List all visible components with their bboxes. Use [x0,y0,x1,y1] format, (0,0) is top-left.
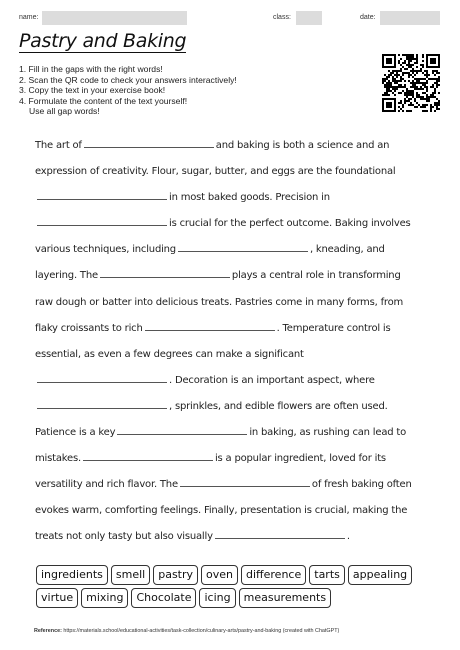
text-line [35,263,435,289]
gap-blank[interactable] [37,214,167,226]
gap-blank[interactable] [145,319,275,331]
text-segment: treats not only tasty but also visually [35,531,213,543]
text-segment: plays a central role in transforming [231,270,401,282]
text-segment: versatility and rich flavor. The [35,479,178,491]
word-chip[interactable]: pastry [153,565,198,585]
text-segment: evokes warm, comforting feelings. Finally, presentation is crucial, making the [35,505,408,517]
name-field[interactable] [42,11,187,25]
text-segment: is crucial for the perfect outcome. Baking involves [169,218,411,230]
qr-code-icon[interactable] [382,54,440,112]
instructions [19,64,237,117]
text-segment: The art of [35,140,82,151]
text-line [35,342,435,368]
text-line [35,524,435,550]
gap-blank[interactable] [37,188,167,200]
word-chip[interactable]: mixing [81,588,128,608]
gap-blank[interactable] [83,449,213,461]
text-segment: expression of creativity. Flour, sugar, butter, and eggs are the foundational [35,166,396,178]
text-segment: various techniques, including [35,244,176,256]
gap-text [35,133,435,551]
instruction-item: 2. Scan the QR code to check your answers interactively! [19,74,237,85]
text-line [35,420,435,446]
text-segment: . Temperature control is [276,322,391,334]
text-segment: . Decoration is an important aspect, where [169,374,375,386]
word-bank [36,565,436,611]
word-chip[interactable]: icing [199,588,235,608]
instruction-item: Use all gap words! [29,106,100,117]
gap-blank[interactable] [37,397,167,409]
word-chip[interactable]: oven [201,565,238,585]
text-segment: is a popular ingredient, loved for its [214,453,386,465]
worksheet-title: Pastry and Baking [19,30,187,52]
instruction-item: 4. Formulate the content of the text yourself! [19,95,188,106]
class-label: class: [273,14,291,21]
word-bank-row [36,588,436,608]
instruction-item: 1. Fill in the gaps with the right words! [19,64,163,74]
text-segment: . [346,531,350,543]
gap-blank[interactable] [100,266,230,278]
text-segment: in most baked goods. Precision in [169,192,330,204]
gap-blank[interactable] [215,527,345,539]
gap-blank[interactable] [117,423,247,435]
text-line [35,159,435,185]
text-segment: , kneading, and [309,244,385,256]
word-chip[interactable]: ingredients [36,565,108,585]
text-line [35,133,435,159]
text-line [35,472,435,498]
text-line [35,211,435,237]
text-segment: mistakes. [35,453,81,465]
text-segment: layering. The [35,270,98,282]
word-chip[interactable]: appealing [348,565,412,585]
text-line [35,237,435,263]
text-segment: flaky croissants to rich [35,322,143,334]
text-line [35,368,435,394]
gap-blank[interactable] [84,136,214,148]
word-chip[interactable]: tarts [309,565,345,585]
text-segment: Patience is a key [35,427,116,439]
word-chip[interactable]: Chocolate [131,588,196,608]
word-chip[interactable]: measurements [239,588,331,608]
reference [34,628,339,634]
text-segment: essential, as even a few degrees can make a significant [35,348,304,360]
date-field[interactable] [380,11,440,25]
gap-blank[interactable] [37,371,167,383]
text-line [35,185,435,211]
text-segment: of fresh baking often [311,479,412,491]
text-line [35,446,435,472]
reference-text: https://materials.school/educational-activities/task-collection/culinary-arts/pastry-and-baking (created with ChatGPT) [61,628,340,634]
class-field[interactable] [296,11,322,25]
word-chip[interactable]: difference [241,565,306,585]
word-chip[interactable]: virtue [36,588,78,608]
header-bar [0,10,460,28]
text-line [35,498,435,524]
text-segment: in baking, as rushing can lead to [249,427,407,439]
text-segment: raw dough or batter into delicious treats. Pastries come in many forms, from [35,296,404,308]
text-segment: and baking is both a science and an [215,140,390,151]
text-line [35,394,435,420]
reference-label: Reference: [34,628,62,634]
gap-blank[interactable] [180,475,310,487]
text-segment: , sprinkles, and edible flowers are often used. [169,400,388,412]
word-bank-row [36,565,436,585]
word-chip[interactable]: smell [111,565,150,585]
instruction-item: 3. Copy the text in your exercise book! [19,85,166,96]
name-label: name: [19,14,39,21]
text-line [35,290,435,316]
gap-blank[interactable] [178,240,308,252]
text-line [35,316,435,342]
date-label: date: [360,14,376,21]
